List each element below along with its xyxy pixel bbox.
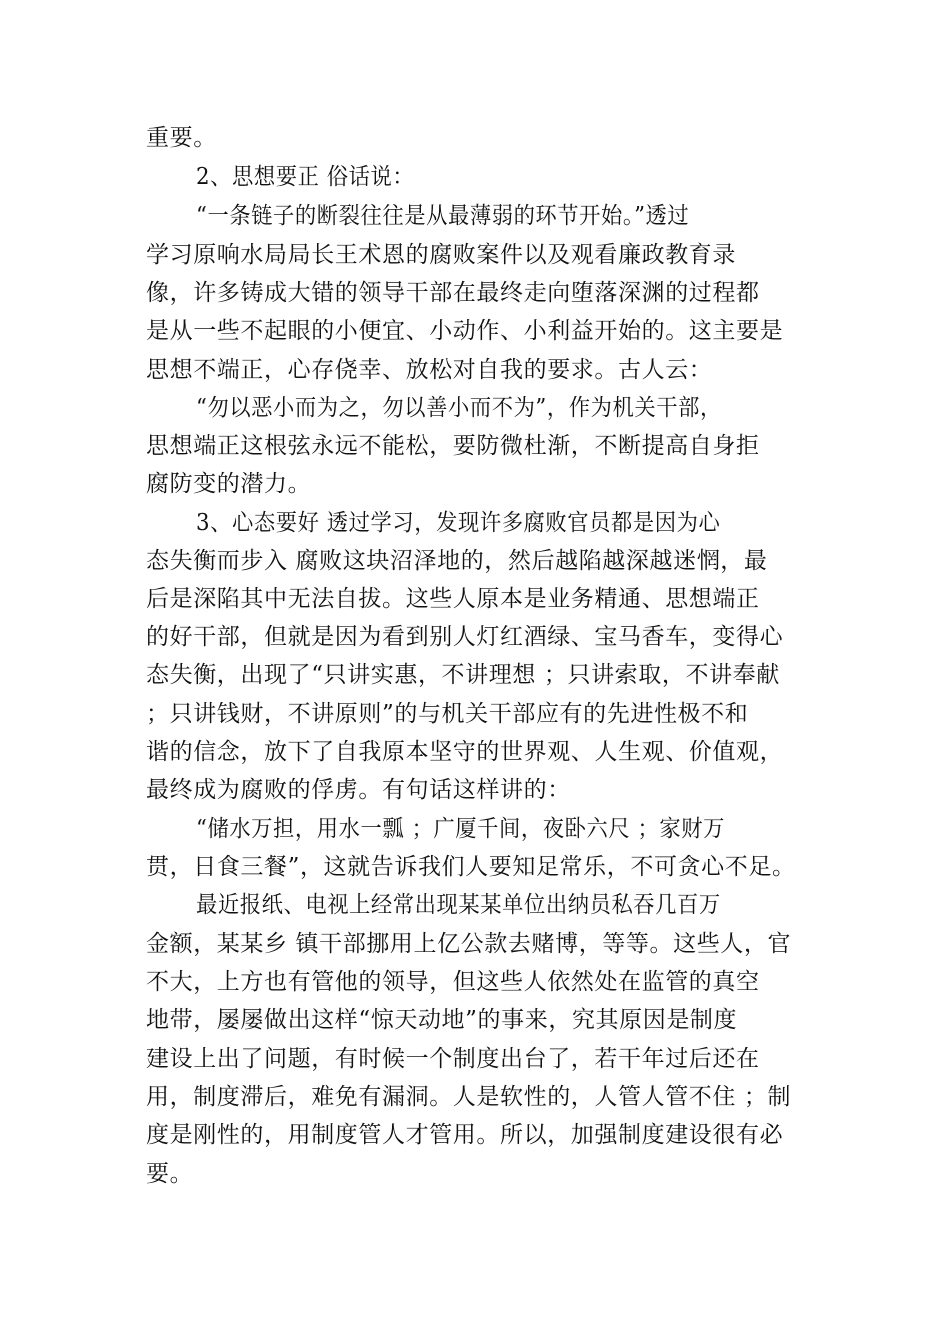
text-line: 像，许多铸成大错的领导干部在最终走向堕落深渊的过程都 — [146, 280, 760, 306]
text-line: 是从一些不起眼的小便宜、小动作、小利益开始的。这主要是 — [146, 318, 784, 344]
text-line: ；只讲钱财，不讲原则”的与机关干部应有的先进性极不和 — [146, 701, 749, 727]
text-line: 后是深陷其中无法自拔。这些人原本是业务精通、思想端正 — [146, 586, 760, 612]
text-line: 谐的信念，放下了自我原本坚守的世界观、人生观、价值观， — [146, 739, 784, 765]
text-line: 腐防变的潜力。 — [146, 471, 312, 497]
text-line: 建设上出了问题，有时候一个制度出台了，若干年过后还在 — [146, 1046, 760, 1072]
text-line: 要。 — [146, 1161, 194, 1187]
text-line: 最近报纸、电视上经常出现某某单位出纳员私吞几百万 — [196, 892, 721, 918]
text-line: 态失衡，出现了“只讲实惠，不讲理想 ；只讲索取，不讲奉献 — [146, 662, 780, 688]
text-line: “勿以恶小而为之，勿以善小而不为”，作为机关干部， — [196, 395, 722, 421]
heading-mindset: 3、心态要好 透过学习，发现许多腐败官员都是因为心 — [196, 510, 721, 536]
text-line: “储水万担，用水一瓢 ；广厦千间，夜卧六尺 ；家财万 — [196, 816, 726, 842]
text-line: 金额，某某乡 镇干部挪用上亿公款去赌博，等等。这些人，官 — [146, 931, 792, 957]
text-line: 学习原响水局局长王术恩的腐败案件以及观看廉政教育录 — [146, 242, 736, 268]
text-line: 态失衡而步入 腐败这块沼泽地的，然后越陷越深越迷惘，最 — [146, 548, 768, 574]
text-line: 思想端正这根弦永远不能松，要防微杜渐，不断提高自身拒 — [146, 433, 760, 459]
text-line: “一条链子的断裂往往是从最薄弱的环节开始。”透过 — [196, 203, 690, 229]
text-line: 最终成为腐败的俘虏。有句话这样讲的： — [146, 777, 571, 803]
text-line: 不大，上方也有管他的领导，但这些人依然处在监管的真空 — [146, 969, 760, 995]
text-line: 的好干部，但就是因为看到别人灯红酒绿、宝马香车，变得心 — [146, 624, 784, 650]
text-line: 贯，日食三餐”，这就告诉我们人要知足常乐，不可贪心不足。 — [146, 854, 796, 880]
text-line: 重要。 — [146, 125, 217, 151]
text-line: 用，制度滞后，难免有漏洞。人是软性的，人管人管不住 ；制 — [146, 1084, 792, 1110]
text-line: 地带，屡屡做出这样“惊天动地”的事来，究其原因是制度 — [146, 1007, 738, 1033]
text-line: 度是刚性的，用制度管人才管用。所以，加强制度建设很有必 — [146, 1122, 784, 1148]
text-line: 思想不端正，心存侥幸、放松对自我的要求。古人云： — [146, 357, 713, 383]
heading-thought: 2、思想要正 俗话说： — [196, 164, 415, 190]
